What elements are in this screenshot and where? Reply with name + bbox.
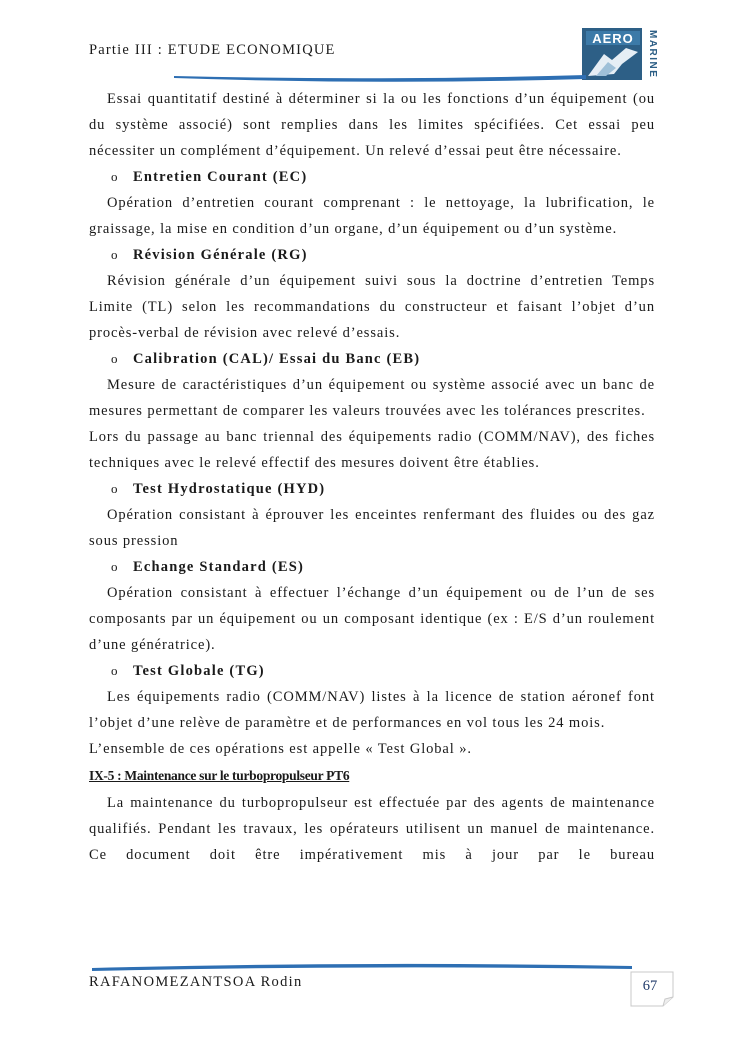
bullet-label: Entretien Courant (EC) xyxy=(133,169,308,185)
header-title: Partie III : ETUDE ECONOMIQUE xyxy=(89,42,336,58)
logo-text-aero: AERO xyxy=(592,31,634,46)
footer-author: RAFANOMEZANTSOA Rodin xyxy=(89,974,303,990)
bullet-test-globale xyxy=(89,658,655,684)
paragraph-revision: Révision générale d’un équipement suivi sous la doctrine d’entretien Temps Limite (TL) selon les recommandations du constructeur et faisant l’objet d’un procès-verbal de révision avec relevé d’essais. xyxy=(89,273,655,341)
bullet-label: Calibration (CAL)/ Essai du Banc (EB) xyxy=(133,351,421,367)
bullet-calibration xyxy=(89,346,655,372)
footer-rule xyxy=(92,960,632,974)
bullet-label: Révision Générale (RG) xyxy=(133,247,308,263)
aeromarine-logo xyxy=(582,24,658,80)
paragraph-equipements-radio: Les équipements radio (COMM/NAV) listes à la licence de station aéronef font l’objet d’une relève de paramètre et de performances en vol tous les 24 mois. xyxy=(89,689,655,731)
bullet-echange-standard xyxy=(89,554,655,580)
paragraph-mesure: Mesure de caractéristiques d’un équipement ou système associé avec un banc de mesures permettant de comparer les valeurs trouvées avec les tolérances prescrites. xyxy=(89,377,655,419)
page-number: 67 xyxy=(642,978,658,994)
bullet-revision-generale xyxy=(89,242,655,268)
bullet-label: Echange Standard (ES) xyxy=(133,559,305,575)
section-heading-ix5: IX-5 : Maintenance sur le turbopropulseur PT6 xyxy=(89,768,350,783)
bullet-label: Test Globale (TG) xyxy=(133,663,265,679)
paragraph-banc-triennal: Lors du passage au banc triennal des équipements radio (COMM/NAV), des fiches techniques avec le relevé effectif des mesures doivent être établies. xyxy=(89,429,655,471)
paragraph-echange: Opération consistant à effectuer l’échange d’un équipement ou de l’un de ses composants par un équipement ou un composant identique (ex : E/S d’un roulement d’une génératrice). xyxy=(89,585,655,653)
bullet-marker: o xyxy=(111,247,119,262)
bullet-marker: o xyxy=(111,351,119,366)
bullet-marker: o xyxy=(111,169,119,184)
bullet-test-hydrostatique xyxy=(89,476,655,502)
bullet-label: Test Hydrostatique (HYD) xyxy=(133,481,326,497)
document-body xyxy=(89,86,655,868)
paragraph-test-global: L’ensemble de ces opérations est appelle « Test Global ». xyxy=(89,741,472,757)
bullet-entretien-courant xyxy=(89,164,655,190)
bullet-marker: o xyxy=(111,559,119,574)
paragraph-entretien: Opération d’entretien courant comprenant : le nettoyage, la lubrification, le graissage, la mise en condition d’un organe, d’un équipement ou d’un système. xyxy=(89,195,655,237)
logo-text-marine: MARINE xyxy=(647,30,658,79)
bullet-marker: o xyxy=(111,663,119,678)
header-rule xyxy=(174,70,586,84)
paragraph-maintenance-pt6: La maintenance du turbopropulseur est effectuée par des agents de maintenance qualifiés. Pendant les travaux, les opérateurs utilisent un manuel de maintenance. Ce document doit être impérativement mis à jour par le bureau xyxy=(89,795,655,863)
paragraph-essai-quantitatif: Essai quantitatif destiné à déterminer si la ou les fonctions d’un équipement (ou du système associé) sont remplies dans les limites spécifiées. Cet essai peu nécessiter un complément d’équipement. Un relevé d’essai peut être nécessaire. xyxy=(89,91,655,159)
paragraph-hydrostatique: Opération consistant à éprouver les enceintes renfermant des fluides ou des gaz sous pression xyxy=(89,507,655,549)
bullet-marker: o xyxy=(111,481,119,496)
